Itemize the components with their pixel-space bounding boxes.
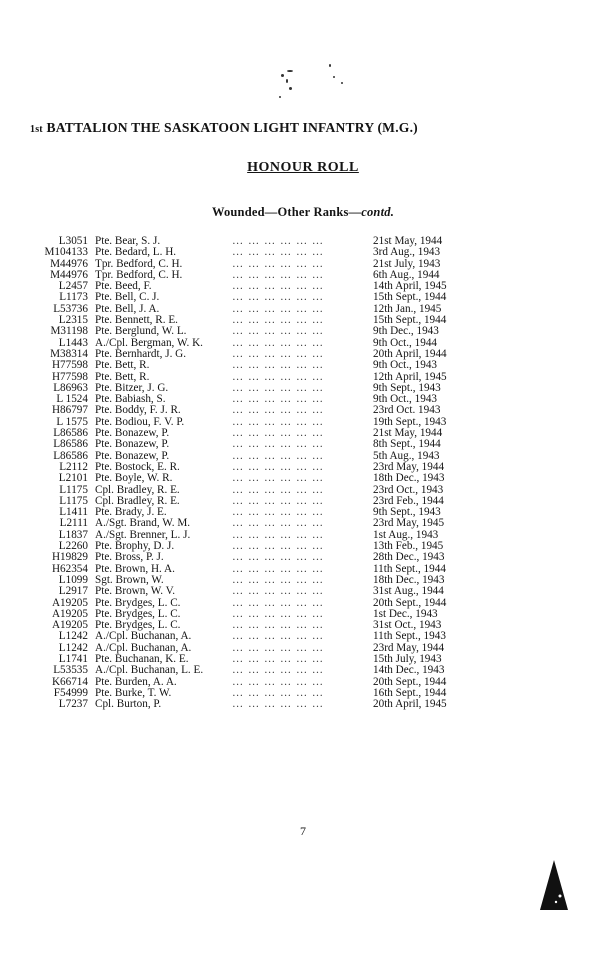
wounded-date: 20th April, 1945 [373,698,447,711]
wounded-date: 6th Aug., 1944 [373,268,440,281]
soldier-name: Cpl. Burton, P. [95,698,162,711]
service-number: K66714 [51,675,88,688]
wounded-date: 14th April, 1945 [373,280,447,293]
leader-dots: … … … … … … [232,642,325,654]
roll-row [20,552,560,563]
roll-row [20,586,560,597]
soldier-name: Pte. Bross, P. J. [95,551,164,564]
leader-dots: … … … … … … [232,416,325,428]
soldier-name: Pte. Brydges, L. C. [95,619,181,632]
leader-dots: … … … … … … [232,382,325,394]
wounded-date: 18th Dec., 1943 [373,472,445,485]
section-label: Wounded—Other Ranks— [211,205,362,219]
service-number: L1837 [58,528,88,541]
roll-row [20,665,560,676]
leader-dots: … … … … … … [232,563,325,575]
wounded-date: 9th Sept., 1943 [373,506,441,519]
service-number: L1175 [59,494,88,507]
soldier-name: Pte. Bitzer, J. G. [95,381,169,394]
wounded-date: 9th Oct., 1943 [373,393,438,406]
leader-dots: … … … … … … [232,687,325,699]
soldier-name: Pte. Bostock, E. R. [95,460,180,473]
leader-dots: … … … … … … [232,394,325,406]
soldier-name: Pte. Bear, S. J. [95,235,161,247]
soldier-name: Pte. Bodiou, F. V. P. [95,415,185,428]
leader-dots: … … … … … … [232,326,325,338]
soldier-name: A./Cpl. Buchanan, A. [95,630,192,643]
service-number: L1411 [59,506,88,519]
soldier-name: Pte. Brydges, L. C. [95,596,181,609]
leader-dots: … … … … … … [232,699,325,711]
soldier-name: Pte. Berglund, W. L. [95,325,187,338]
leader-dots: … … … … … … [232,405,325,417]
wounded-date: 8th Sept., 1944 [373,438,441,451]
wounded-date: 15th Sept., 1944 [373,314,447,327]
leader-dots: … … … … … … [232,236,325,247]
wounded-date: 23rd May, 1945 [373,517,445,530]
service-number: H19829 [51,551,88,564]
wounded-date: 21st July, 1943 [373,257,441,270]
service-number: L53736 [53,302,88,315]
soldier-name: Pte. Bell, C. J. [95,291,160,304]
service-number: L1099 [58,573,88,586]
roll-row [20,360,560,371]
wounded-date: 3rd Aug., 1943 [373,246,441,259]
roll-row [20,439,560,450]
service-number: L53535 [53,664,88,677]
leader-dots: … … … … … … [232,371,325,383]
roll-row [20,326,560,337]
leader-dots: … … … … … … [232,495,325,507]
leader-dots: … … … … … … [232,597,325,609]
leader-dots: … … … … … … [232,574,325,586]
leader-dots: … … … … … … [232,529,325,541]
leader-dots: … … … … … … [232,439,325,451]
service-number: M38314 [50,347,88,360]
leader-dots: … … … … … … [232,348,325,360]
wounded-date: 16th Sept., 1944 [373,686,447,699]
leader-dots: … … … … … … [232,281,325,293]
service-number: L2101 [58,472,88,485]
roll-row [20,699,560,710]
roll-row [20,473,560,484]
wounded-date: 15th July, 1943 [373,652,442,665]
service-number: L3051 [58,235,88,247]
leader-dots: … … … … … … [232,315,325,327]
soldier-name: Pte. Burden, A. A. [95,675,177,688]
leader-dots: … … … … … … [232,608,325,620]
soldier-name: A./Sgt. Brand, W. M. [95,517,191,530]
soldier-name: Pte. Bennett, R. E. [95,314,178,327]
service-number: L2457 [58,280,88,293]
leader-dots: … … … … … … [232,247,325,259]
soldier-name: Pte. Burke, T. W. [95,686,172,699]
leader-dots: … … … … … … [232,473,325,485]
service-number: L2315 [58,314,88,327]
section-heading [0,205,606,220]
wounded-date: 9th Dec., 1943 [373,325,439,338]
wounded-date: 18th Dec., 1943 [373,573,445,586]
service-number: A19205 [51,596,88,609]
wounded-date: 11th Sept., 1944 [373,562,446,575]
soldier-name: Pte. Brophy, D. J. [95,540,175,553]
wounded-date: 9th Oct., 1943 [373,359,438,372]
service-number: M44976 [50,268,88,281]
wounded-date: 21st May, 1944 [373,427,443,440]
section-contd: contd. [361,205,395,219]
soldier-name: Pte. Bell, J. A. [95,302,160,315]
leader-dots: … … … … … … [232,665,325,677]
leader-dots: … … … … … … [232,450,325,462]
page-corner-mark [540,860,572,910]
wounded-date: 23rd Oct. 1943 [373,404,441,417]
honour-roll-list [20,236,560,710]
soldier-name: Pte. Boyle, W. R. [95,472,173,485]
service-number: L86963 [53,381,88,394]
heading-ordinal: 1st [30,124,43,135]
service-number: L86586 [53,449,88,462]
heading-title: BATTALION THE SASKATOON LIGHT INFANTRY (M.G.) [46,120,418,135]
service-number: M31198 [50,325,88,338]
service-number: H62354 [51,562,88,575]
wounded-date: 19th Sept., 1943 [373,415,447,428]
leader-dots: … … … … … … [232,631,325,643]
leader-dots: … … … … … … [232,653,325,665]
service-number: H77598 [51,359,88,372]
wounded-date: 23rd Oct., 1943 [373,483,444,496]
wounded-date: 31st Oct., 1943 [373,619,442,632]
soldier-name: Pte. Brown, H. A. [95,562,175,575]
soldier-name: Pte. Buchanan, K. E. [95,652,189,665]
service-number: L1741 [58,652,88,665]
soldier-name: A./Cpl. Bergman, W. K. [95,336,203,349]
leader-dots: … … … … … … [232,676,325,688]
ink-specks [275,60,355,105]
service-number: M44976 [50,257,88,270]
leader-dots: … … … … … … [232,269,325,281]
service-number: L2111 [59,517,88,530]
soldier-name: Pte. Bonazew, P. [95,438,170,451]
wounded-date: 9th Oct., 1944 [373,336,438,349]
leader-dots: … … … … … … [232,461,325,473]
service-number: F54999 [53,686,88,699]
service-number: H77598 [51,370,88,383]
wounded-date: 23rd May, 1944 [373,460,445,473]
leader-dots: … … … … … … [232,484,325,496]
honour-roll-title: HONOUR ROLL [247,160,359,175]
soldier-name: Tpr. Bedford, C. H. [95,257,183,270]
soldier-name: Tpr. Bedford, C. H. [95,268,183,281]
wounded-date: 1st Aug., 1943 [373,528,439,541]
service-number: L1173 [59,291,88,304]
leader-dots: … … … … … … [232,541,325,553]
wounded-date: 20th April, 1944 [373,347,447,360]
service-number: M104133 [44,246,88,259]
leader-dots: … … … … … … [232,552,325,564]
service-number: A19205 [51,607,88,620]
service-number: L2260 [58,540,88,553]
soldier-name: Pte. Bonazew, P. [95,449,170,462]
leader-dots: … … … … … … [232,258,325,270]
service-number: A19205 [51,619,88,632]
leader-dots: … … … … … … [232,292,325,304]
service-number: H86797 [51,404,88,417]
wounded-date: 12th Jan., 1945 [373,302,442,315]
soldier-name: Cpl. Bradley, R. E. [95,483,180,496]
leader-dots: … … … … … … [232,360,325,372]
soldier-name: Pte. Bedard, L. H. [95,246,177,259]
wounded-date: 1st Dec., 1943 [373,607,438,620]
soldier-name: Pte. Boddy, F. J. R. [95,404,181,417]
leader-dots: … … … … … … [232,507,325,519]
service-number: L1175 [59,483,88,496]
soldier-name: A./Cpl. Buchanan, A. [95,641,192,654]
service-number: L2112 [59,460,88,473]
soldier-name: Pte. Babiash, S. [95,393,166,406]
leader-dots: … … … … … … [232,586,325,598]
wounded-date: 13th Feb., 1945 [373,540,444,553]
service-number: L 1575 [56,415,88,428]
soldier-name: Pte. Brown, W. V. [95,585,176,598]
wounded-date: 21st May, 1944 [373,235,443,247]
soldier-name: Pte. Brady, J. E. [95,506,167,519]
leader-dots: … … … … … … [232,518,325,530]
wounded-date: 20th Sept., 1944 [373,596,447,609]
soldier-name: A./Cpl. Buchanan, L. E. [95,664,204,677]
roll-row [20,247,560,258]
service-number: L7237 [58,698,88,711]
service-number: L86586 [53,427,88,440]
soldier-name: Cpl. Bradley, R. E. [95,494,180,507]
wounded-date: 14th Dec., 1943 [373,664,445,677]
soldier-name: Pte. Beed, F. [95,280,152,293]
soldier-name: Pte. Bett, R. [95,359,150,372]
soldier-name: A./Sgt. Brenner, L. J. [95,528,191,541]
wounded-date: 9th Sept., 1943 [373,381,441,394]
wounded-date: 11th Sept., 1943 [373,630,446,643]
soldier-name: Pte. Bett, R. [95,370,150,383]
service-number: L2917 [58,585,88,598]
wounded-date: 23rd Feb., 1944 [373,494,444,507]
wounded-date: 23rd May, 1944 [373,641,445,654]
leader-dots: … … … … … … [232,303,325,315]
wounded-date: 15th Sept., 1944 [373,291,447,304]
soldier-name: Sgt. Brown, W. [95,573,164,586]
leader-dots: … … … … … … [232,337,325,349]
leader-dots: … … … … … … [232,620,325,632]
soldier-name: Pte. Brydges, L. C. [95,607,181,620]
soldier-name: Pte. Bernhardt, J. G. [95,347,187,360]
service-number: L1443 [58,336,88,349]
service-number: L 1524 [56,393,88,406]
page-number: 7 [300,824,306,838]
wounded-date: 31st Aug., 1944 [373,585,444,598]
wounded-date: 12th April, 1945 [373,370,447,383]
service-number: L1242 [58,630,88,643]
battalion-heading [30,120,590,136]
wounded-date: 20th Sept., 1944 [373,675,447,688]
service-number: L86586 [53,438,88,451]
soldier-name: Pte. Bonazew, P. [95,427,170,440]
roll-row [20,631,560,642]
wounded-date: 28th Dec., 1943 [373,551,445,564]
service-number: L1242 [58,641,88,654]
wounded-date: 5th Aug., 1943 [373,449,440,462]
leader-dots: … … … … … … [232,428,325,440]
